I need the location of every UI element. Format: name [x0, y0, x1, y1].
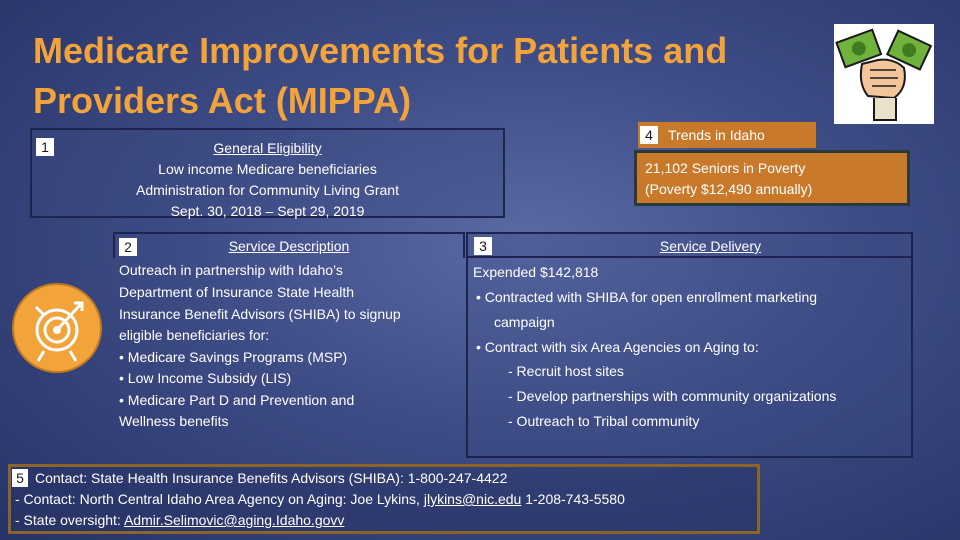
delivery-expended: Expended $142,818	[473, 264, 599, 280]
description-line-4: eligible beneficiaries for:	[119, 327, 270, 343]
description-bullet-msp: • Medicare Savings Programs (MSP)	[119, 349, 348, 365]
contact-shiba: Contact: State Health Insurance Benefits Advisors (SHIBA): 1-800-247-4422	[35, 470, 508, 486]
contact-aaa-text: - Contact: North Central Idaho Area Agency on Aging: Joe Lykins,	[15, 491, 424, 507]
contact-state-oversight	[15, 512, 344, 528]
service-delivery-box	[466, 258, 913, 458]
service-description-box	[113, 258, 465, 438]
trends-header	[638, 122, 816, 148]
trends-heading: Trends in Idaho	[668, 127, 765, 143]
general-eligibility-heading: General Eligibility	[213, 140, 322, 156]
service-description-header	[113, 232, 465, 258]
selimovic-email-link[interactable]: Admir.Selimovic@aging.Idaho.govv	[123, 512, 345, 528]
service-delivery-header	[466, 232, 913, 258]
general-eligibility-box	[30, 128, 505, 218]
delivery-bullet-aaa: • Contract with six Area Agencies on Aging to:	[476, 339, 759, 355]
delivery-sub-partnerships: - Develop partnerships with community organizations	[508, 388, 837, 404]
target-icon	[12, 283, 102, 373]
section-number-4: 4	[640, 126, 658, 144]
description-line-3: Insurance Benefit Advisors (SHIBA) to signup	[119, 306, 401, 322]
trends-seniors-poverty: 21,102 Seniors in Poverty	[645, 160, 806, 176]
delivery-bullet-shiba: • Contracted with SHIBA for open enrollment marketing	[476, 289, 818, 305]
delivery-bullet-shiba-cont: campaign	[494, 314, 555, 330]
jlykins-email-link[interactable]: jlykins@nic.edu	[423, 491, 522, 507]
contact-aaa	[15, 491, 625, 507]
contacts-box	[8, 464, 760, 534]
section-number-2: 2	[119, 238, 137, 256]
description-bullet-part-d: • Medicare Part D and Prevention and	[119, 392, 355, 408]
service-description-heading: Service Description	[228, 238, 350, 254]
slide-title: Medicare Improvements for Patients and Providers Act (MIPPA)	[33, 30, 728, 121]
description-line-1: Outreach in partnership with Idaho’s	[119, 262, 343, 278]
description-line-2: Department of Insurance State Health	[119, 284, 355, 300]
money-fist-icon	[834, 24, 934, 124]
description-bullet-part-d-cont: Wellness benefits	[119, 413, 229, 429]
trends-box	[634, 150, 910, 206]
eligibility-line-1: Low income Medicare beneficiaries	[158, 161, 377, 177]
delivery-sub-host-sites: - Recruit host sites	[508, 363, 624, 379]
contact-aaa-phone: 1-208-743-5580	[521, 491, 625, 507]
description-bullet-lis: • Low Income Subsidy (LIS)	[119, 370, 292, 386]
eligibility-line-2: Administration for Community Living Grant	[136, 182, 399, 198]
state-oversight-text: - State oversight:	[15, 512, 124, 528]
trends-poverty-threshold: (Poverty $12,490 annually)	[645, 181, 813, 197]
eligibility-line-3: Sept. 30, 2018 – Sept 29, 2019	[170, 203, 365, 219]
service-delivery-heading: Service Delivery	[659, 238, 761, 254]
delivery-sub-tribal: - Outreach to Tribal community	[508, 413, 700, 429]
section-number-3: 3	[474, 237, 492, 255]
section-number-1: 1	[36, 138, 54, 156]
section-number-5: 5	[12, 469, 28, 487]
